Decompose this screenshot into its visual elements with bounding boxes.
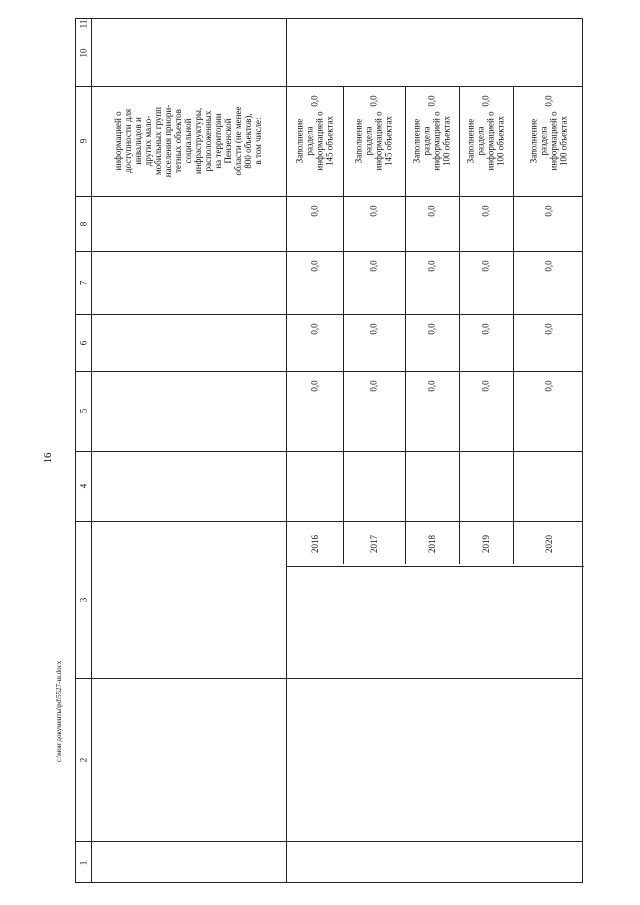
- funding-value: 0,0: [427, 205, 437, 217]
- funding-value: 0,0: [369, 95, 379, 107]
- funding-value: 0,0: [309, 95, 320, 107]
- row-description-line: Заполнение: [354, 118, 364, 164]
- row-description-cell: [405, 86, 459, 196]
- main-description-line: инфраструктуры,: [193, 107, 204, 175]
- row-description-text: [354, 111, 394, 170]
- column-header-number: 8: [78, 221, 89, 226]
- row-description-cell: [459, 86, 513, 196]
- row-description-line: Заполнение: [294, 118, 305, 164]
- funding-value: 0,0: [543, 260, 554, 272]
- value-cell-c8: [405, 196, 459, 253]
- column-header-number: 11: [78, 19, 89, 29]
- value-cell-c6: [405, 314, 459, 373]
- row-description-cell: [343, 86, 405, 196]
- value-cell-c7: [343, 251, 405, 316]
- year-value: 2020: [543, 534, 554, 553]
- column-header-number: 7: [78, 280, 89, 285]
- main-description-line: других мало-: [143, 115, 154, 167]
- value-cell-c5: [513, 371, 584, 453]
- funding-value: 0,0: [543, 323, 554, 335]
- value-cell-c8: [343, 196, 405, 253]
- value-cell-c6: [286, 314, 343, 373]
- main-description-line: информацией о: [113, 111, 124, 171]
- funding-value: 0,0: [309, 323, 320, 335]
- funding-value: 0,0: [369, 380, 379, 392]
- row-description-line: информацией о: [314, 111, 325, 171]
- value-cell-c8: [513, 196, 584, 253]
- value-cell-c6: [513, 314, 584, 373]
- rotated-table: [75, 18, 583, 883]
- funding-value: 0,0: [427, 323, 437, 335]
- column-header-number: 10: [78, 48, 89, 57]
- funding-value: 0,0: [309, 260, 320, 272]
- row-description-line: 100 объектах: [442, 115, 452, 167]
- year-cell: [459, 521, 513, 566]
- row-description-line: информацией о: [548, 111, 559, 171]
- main-description-line: тетных объектов: [173, 109, 184, 173]
- column-divider: [76, 841, 582, 842]
- value-cell-c5: [459, 371, 513, 453]
- column-header-number: 2: [78, 757, 89, 762]
- year-cell-bottom: [343, 566, 405, 567]
- main-description-line: мобильных групп: [153, 107, 164, 176]
- year-cell: [405, 521, 459, 566]
- funding-value: 0,0: [481, 260, 491, 272]
- funding-value: 0,0: [369, 323, 379, 335]
- funding-value: 0,0: [543, 205, 554, 217]
- funding-value: 0,0: [427, 95, 437, 107]
- main-description-line: на территории: [213, 113, 224, 169]
- value-cell-c8: [286, 196, 343, 253]
- main-description-line: в том числе:: [253, 117, 264, 165]
- column-header-number: 9: [78, 138, 89, 144]
- year-cell: [343, 521, 405, 566]
- column-header-5: [76, 371, 91, 451]
- row-description-line: 145 объектах: [384, 115, 394, 167]
- row-description-text: [466, 111, 506, 170]
- value-cell-c7: [459, 251, 513, 316]
- year-value: 2016: [309, 534, 320, 553]
- row-description-text: [295, 111, 335, 170]
- funding-value: 0,0: [427, 260, 437, 272]
- column-divider: [76, 678, 582, 679]
- year-cell-bottom: [459, 566, 513, 567]
- row-description-line: Заполнение: [528, 118, 539, 164]
- row-description-line: Заполнение: [466, 118, 476, 164]
- value-cell-c8: [459, 196, 513, 253]
- funding-value: 0,0: [481, 323, 491, 335]
- year-value: 2019: [481, 534, 491, 553]
- column-header-7: [76, 251, 91, 314]
- file-path-footer: c:\мои документы\pd\5527-ш.docx: [55, 660, 63, 762]
- row-description-line: 100 объектах: [496, 115, 506, 167]
- main-description-line: инвалидов и: [133, 117, 144, 165]
- value-cell-c5: [286, 371, 343, 453]
- funding-value: 0,0: [309, 380, 320, 392]
- main-description-line: области (не менее: [233, 106, 244, 176]
- funding-value: 0,0: [481, 205, 491, 217]
- row-description-line: Заполнение: [412, 118, 422, 164]
- year-cell: [286, 521, 343, 566]
- year-value: 2017: [369, 534, 379, 553]
- main-description-text: [114, 105, 264, 177]
- row-description-line: информацией о: [486, 111, 496, 171]
- row-description-line: 100 объектах: [558, 115, 569, 167]
- main-description-line: доступности для: [123, 108, 134, 174]
- main-description-line: 800 объектов),: [243, 113, 254, 169]
- value-cell-c6: [459, 314, 513, 373]
- value-cell-c6: [343, 314, 405, 373]
- column-header-3: [76, 521, 91, 678]
- row-description-line: информацией о: [432, 111, 442, 171]
- value-cell-c7: [286, 251, 343, 316]
- main-description-line: расположенных: [203, 110, 214, 172]
- row-description-line: раздела: [364, 126, 374, 156]
- row-description-line: информацией о: [374, 111, 384, 171]
- column-header-9: [76, 86, 91, 196]
- value-cell-c7: [513, 251, 584, 316]
- funding-value: 0,0: [427, 380, 437, 392]
- year-cell-bottom: [286, 566, 343, 567]
- column-header-10: [76, 19, 91, 86]
- column-header-number: 3: [78, 597, 89, 602]
- funding-value: 0,0: [309, 205, 320, 217]
- column-header-number: 4: [78, 483, 89, 489]
- funding-value: 0,0: [481, 380, 491, 392]
- column-header-8: [76, 196, 91, 251]
- value-cell-c5: [343, 371, 405, 453]
- year-cell-bottom: [513, 566, 584, 567]
- row-description-line: раздела: [538, 126, 549, 156]
- funding-value: 0,0: [369, 260, 379, 272]
- row-description-line: 145 объектах: [324, 115, 335, 167]
- funding-value: 0,0: [481, 95, 491, 107]
- main-description-cell: [91, 86, 286, 196]
- column-header-2: [76, 678, 91, 841]
- main-description-line: социальной: [183, 118, 194, 164]
- row-description-line: раздела: [476, 126, 486, 156]
- main-description-line: населения приори-: [163, 104, 174, 178]
- column-header-number: 6: [78, 340, 89, 345]
- column-header-4: [76, 451, 91, 521]
- year-cell-bottom: [405, 566, 459, 567]
- value-cell-c7: [405, 251, 459, 316]
- funding-value: 0,0: [543, 380, 554, 392]
- row-description-cell: [286, 86, 343, 196]
- row-description-text: [412, 111, 452, 170]
- funding-value: 0,0: [369, 205, 379, 217]
- column-header-1: [76, 841, 91, 884]
- value-cell-c5: [405, 371, 459, 453]
- year-value: 2018: [427, 534, 437, 553]
- row-description-line: раздела: [422, 126, 432, 156]
- column-header-6: [76, 314, 91, 371]
- year-cell: [513, 521, 584, 566]
- row-description-text: [529, 111, 569, 170]
- row-description-line: раздела: [304, 126, 315, 156]
- column-header-11: [76, 19, 91, 29]
- row-description-cell: [513, 86, 584, 196]
- page-number: 16: [42, 452, 54, 464]
- funding-value: 0,0: [543, 95, 554, 107]
- main-description-line: Пензенской: [223, 118, 234, 164]
- column-header-number: 1: [78, 860, 89, 865]
- column-header-number: 5: [78, 408, 89, 414]
